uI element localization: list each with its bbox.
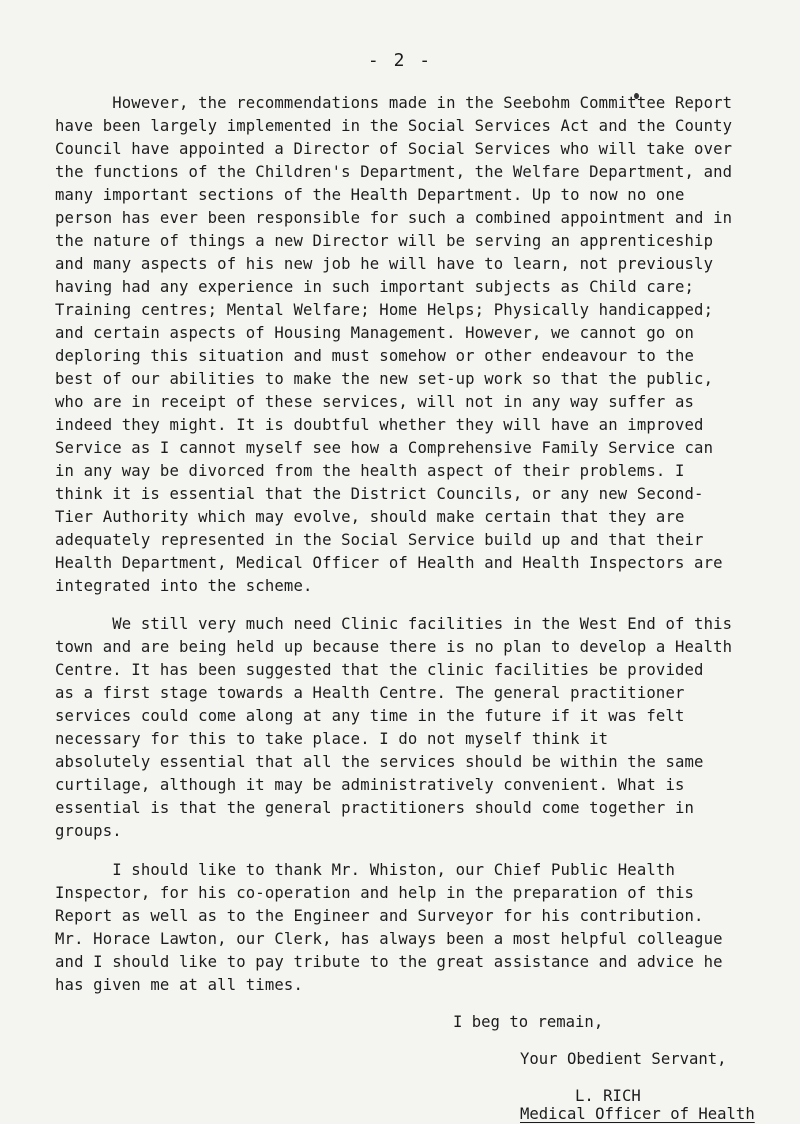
text-line: person has ever been responsible for such a combined appointment and in [55, 209, 733, 227]
text-line: have been largely implemented in the Social Services Act and the County [55, 117, 733, 135]
text-line: and I should like to pay tribute to the great assistance and advice he [55, 953, 723, 971]
text-line: deploring this situation and must somehow or other endeavour to the [55, 347, 695, 365]
text-line: as a first stage towards a Health Centre. The general practitioner [55, 684, 685, 702]
text-line: integrated into the scheme. [55, 577, 313, 595]
text-line: adequately represented in the Social Service build up and that their [55, 531, 704, 549]
text-line: Tier Authority which may evolve, should make certain that they are [55, 508, 685, 526]
text-line: town and are being held up because there is no plan to develop a Health [55, 638, 733, 656]
text-line: who are in receipt of these services, will not in any way suffer as [55, 393, 695, 411]
text-line: and certain aspects of Housing Management. However, we cannot go on [55, 324, 695, 342]
text-line: best of our abilities to make the new set-up work so that the public, [55, 370, 714, 388]
text-line: However, the recommendations made in the Seebohm Committee Report [55, 94, 733, 112]
text-line: necessary for this to take place. I do not myself think it [55, 730, 609, 748]
closing-remain: I beg to remain, [453, 1013, 604, 1031]
text-line: essential is that the general practitioners should come together in [55, 799, 695, 817]
text-line: Service as I cannot myself see how a Comprehensive Family Service can [55, 439, 714, 457]
text-line: absolutely essential that all the services should be within the same [55, 753, 704, 771]
text-line: the functions of the Children's Department, the Welfare Department, and [55, 163, 733, 181]
text-line: Report as well as to the Engineer and Surveyor for his contribution. [55, 907, 704, 925]
closing-servant: Your Obedient Servant, [520, 1050, 727, 1068]
text-line: Inspector, for his co-operation and help in the preparation of this [55, 884, 695, 902]
page-number: - 2 - [367, 50, 433, 71]
text-line: Mr. Horace Lawton, our Clerk, has always been a most helpful colleague [55, 930, 723, 948]
text-line: services could come along at any time in the future if it was felt [55, 707, 685, 725]
text-line: think it is essential that the District Councils, or any new Second- [55, 485, 704, 503]
text-line: having had any experience in such important subjects as Child care; [55, 278, 695, 296]
text-line: Centre. It has been suggested that the clinic facilities be provided [55, 661, 704, 679]
text-line: the nature of things a new Director will be serving an apprenticeship [55, 232, 714, 250]
text-line: indeed they might. It is doubtful whether they will have an improved [55, 416, 704, 434]
text-line: in any way be divorced from the health aspect of their problems. I [55, 462, 685, 480]
signatory-name: L. RICH [575, 1087, 641, 1105]
text-line: has given me at all times. [55, 976, 303, 994]
text-line: Council have appointed a Director of Social Services who will take over [55, 140, 733, 158]
text-line: Training centres; Mental Welfare; Home Helps; Physically handicapped; [55, 301, 714, 319]
text-line: many important sections of the Health Department. Up to now no one [55, 186, 685, 204]
text-line: We still very much need Clinic facilities in the West End of this [55, 615, 733, 633]
text-line: Health Department, Medical Officer of Health and Health Inspectors are [55, 554, 723, 572]
text-line: curtilage, although it may be administratively convenient. What is [55, 776, 685, 794]
text-line: I should like to thank Mr. Whiston, our Chief Public Health [55, 861, 675, 879]
signatory-title: Medical Officer of Health [520, 1105, 755, 1123]
text-line: and many aspects of his new job he will have to learn, not previously [55, 255, 714, 273]
text-line: groups. [55, 822, 122, 840]
